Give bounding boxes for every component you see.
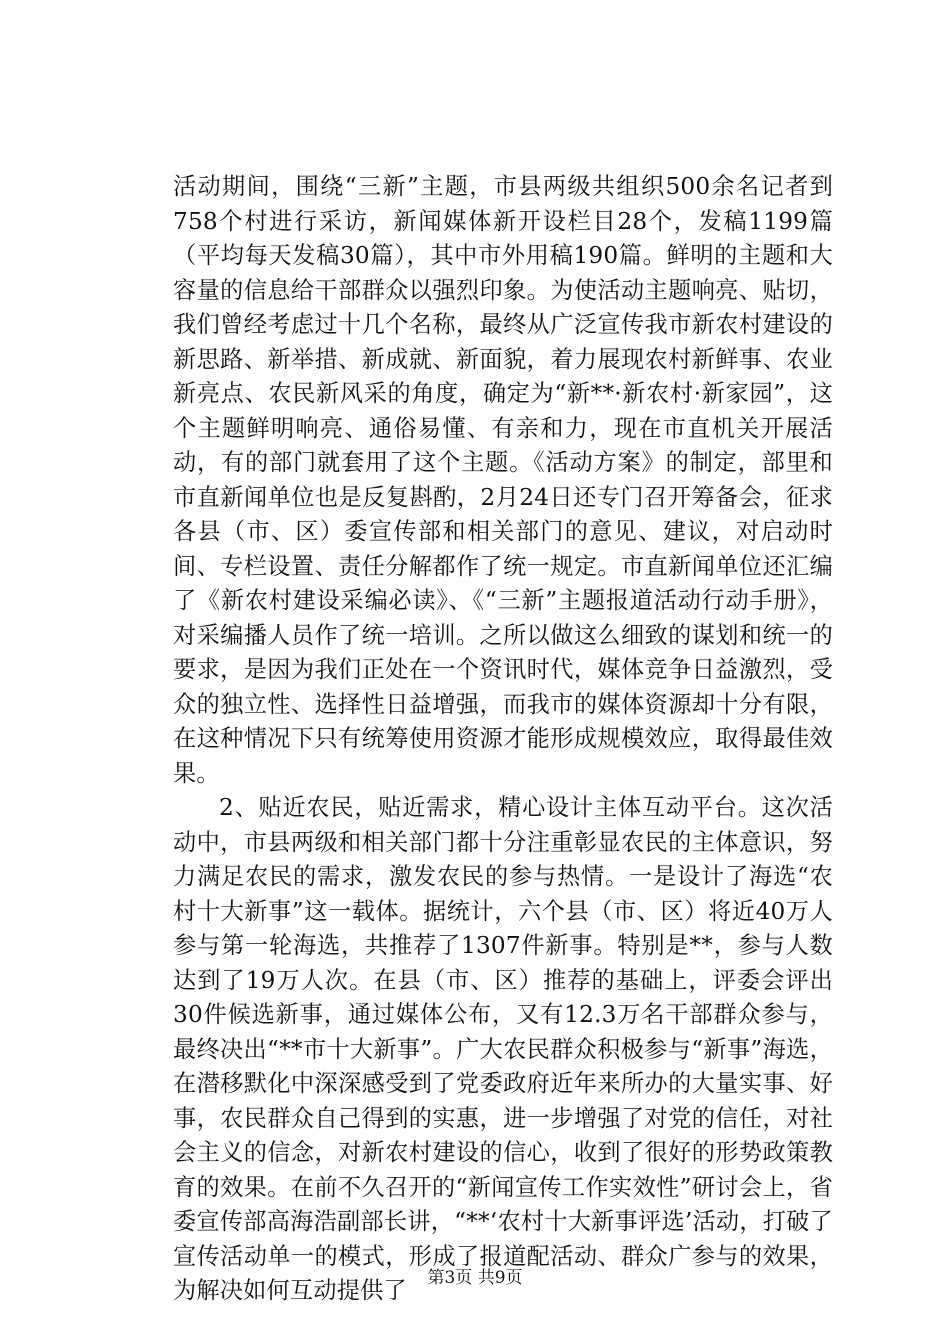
paragraph-1: 活动期间，围绕“三新”主题，市县两级共组织500余名记者到758个村进行采访，新闻媒体新开设栏目28个，发稿1199篇（平均每天发稿30篇），其中市外用稿190篇。鲜明的主题和大容量的信息给干部群众以强烈印象。为使活动主题响亮、贴切，我们曾经考虑过十几个名称，最终从广泛宣传我市新农村建设的新思路、新举措、新成就、新面貌，着力展现农村新鲜事、农业新亮点、农民新风采的角度，确定为“新**·新农村·新家园”，这个主题鲜明响亮、通俗易懂、有亲和力，现在市直机关开展活动，有的部门就套用了这个主题。《活动方案》的制定，部里和市直新闻单位也是反复斟酌，2月24日还专门召开筹备会，征求各县（市、区）委宣传部和相关部门的意见、建议，对启动时间、专栏设置、责任分解都作了统一规定。市直新闻单位还汇编了《新农村建设采编必读》、《“三新”主题报道活动行动手册》，对采编播人员作了统一培训。之所以做这么细致的谋划和统一的要求，是因为我们正处在一个资讯时代，媒体竞争日益激烈，受众的独立性、选择性日益增强，而我市的媒体资源却十分有限，在这种情况下只有统筹使用资源才能形成规模效应，取得最佳效果。 <box>173 173 833 787</box>
page-number-footer: 第3页 共9页 <box>427 1268 523 1288</box>
paragraph-2: 2、贴近农民，贴近需求，精心设计主体互动平台。这次活动中，市县两级和相关部门都十分注重彰显农民的主体意识，努力满足农民的需求，激发农民的参与热情。一是设计了海选“农村十大新事”这一载体。据统计，六个县（市、区）将近40万人参与第一轮海选，共推荐了1307件新事。特别是**，参与人数达到了19万人次。在县（市、区）推荐的基础上，评委会评出30件候选新事，通过媒体公布，又有12.3万名干部群众参与，最终决出“**市十大新事”。广大农民群众积极参与“新事”海选，在潜移默化中深深感受到了党委政府近年来所办的大量实事、好事，农民群众自己得到的实惠，进一步增强了对党的信任，对社会主义的信念，对新农村建设的信心，收到了很好的形势政策教育的效果。在前不久召开的“新闻宣传工作实效性”研讨会上，省委宣传部高海浩副部长讲，“**‘农村十大新事评选’活动，打破了宣传活动单一的模式，形成了报道配活动、群众广参与的效果，为解决如何互动提供了 <box>173 794 833 1304</box>
body-text <box>173 170 833 1309</box>
